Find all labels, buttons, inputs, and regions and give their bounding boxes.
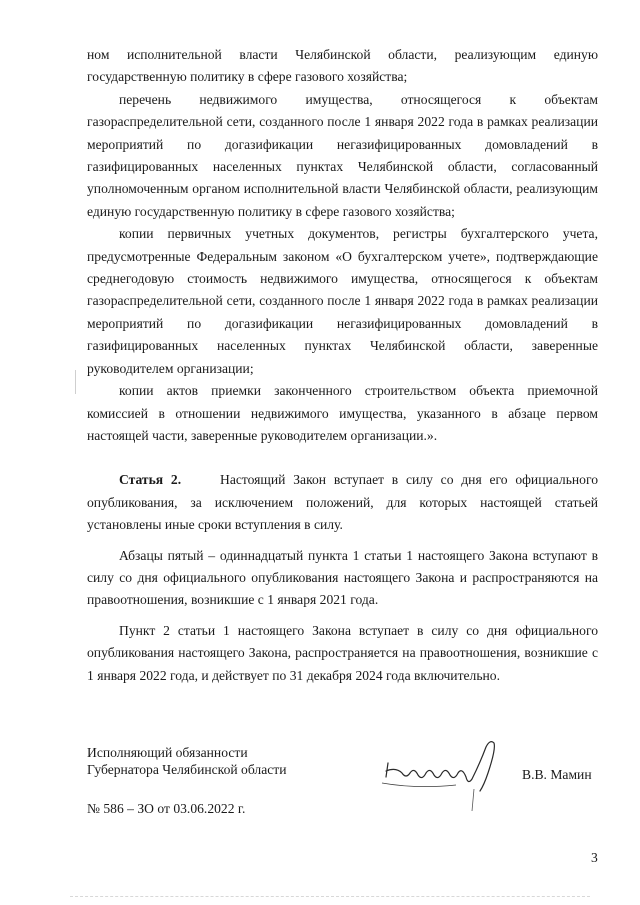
- signatory-position-line-1: Исполняющий обязанности: [87, 745, 248, 760]
- article-2-paragraph-effective-2022: Пункт 2 статьи 1 настоящего Закона вступает в силу со дня официального опубликования настоящего Закона, распространяется на правоотношения, возникшие с 1 января 2022 года, и действует по 31 декабря 2024 года включительно.: [87, 622, 598, 683]
- law-number-date: № 586 – ЗО от 03.06.2022 г.: [87, 801, 246, 816]
- page-number: 3: [591, 850, 598, 865]
- paragraph-continuation: ном исполнительной власти Челябинской области, реализующим единую государственную политику в сфере газового хозяйства;: [87, 47, 598, 85]
- section-spacer: [87, 447, 598, 469]
- margin-scan-mark: [75, 370, 76, 394]
- bottom-scan-edge: [70, 896, 590, 898]
- signatory-position-line-2: Губернатора Челябинской области: [87, 762, 287, 777]
- article-2-paragraph: [87, 469, 598, 536]
- paragraph-spacer: [87, 612, 598, 620]
- document-body: [87, 44, 598, 687]
- paragraph-spacer: [87, 537, 598, 545]
- article-2-text: Настоящий Закон вступает в силу со дня его официального опубликования, за исключением положений, для которых настоящей статьей установлены иные сроки вступления в силу.: [87, 472, 598, 533]
- paragraph-acceptance-acts: копии актов приемки законченного строительством объекта приемочной комиссией в отношении недвижимого имущества, указанного в абзаце первом настоящей части, заверенные руководителем организации.».: [87, 383, 598, 443]
- paragraph-property-list: перечень недвижимого имущества, относящегося к объектам газораспределительной сети, созданного после 1 января 2022 года в рамках реализации мероприятий по догазификации негазифицированных домовладений в газифицированных населенных пунктах Челябинской области, согласованный уполномоченным органом исполнительной власти Челябинской области, реализующим единую государственную политику в сфере газового хозяйства;: [87, 91, 598, 219]
- signatory-position: [87, 744, 287, 778]
- article-2-label: Статья 2.: [119, 472, 182, 488]
- article-2-paragraph-effective-2021: Абзацы пятый – одиннадцатый пункта 1 статьи 1 настоящего Закона вступают в силу со дня официального опубликования настоящего Закона и распространяются на правоотношения, возникшие с 1 января 2021 года.: [87, 547, 598, 608]
- paragraph-accounting-docs: копии первичных учетных документов, регистры бухгалтерского учета, предусмотренные Федеральным законом «О бухгалтерском учете», подтверждающие среднегодовую стоимость недвижимого имущества, относящегося к объектам газораспределительной сети, созданного после 1 января 2022 года в рамках реализации мероприятий по догазификации негазифицированных домовладений в газифицированных населенных пунктах Челябинской области, заверенные руководителем организации;: [87, 226, 598, 376]
- signatory-name: В.В. Мамин: [522, 767, 592, 782]
- handwritten-signature: [376, 733, 506, 813]
